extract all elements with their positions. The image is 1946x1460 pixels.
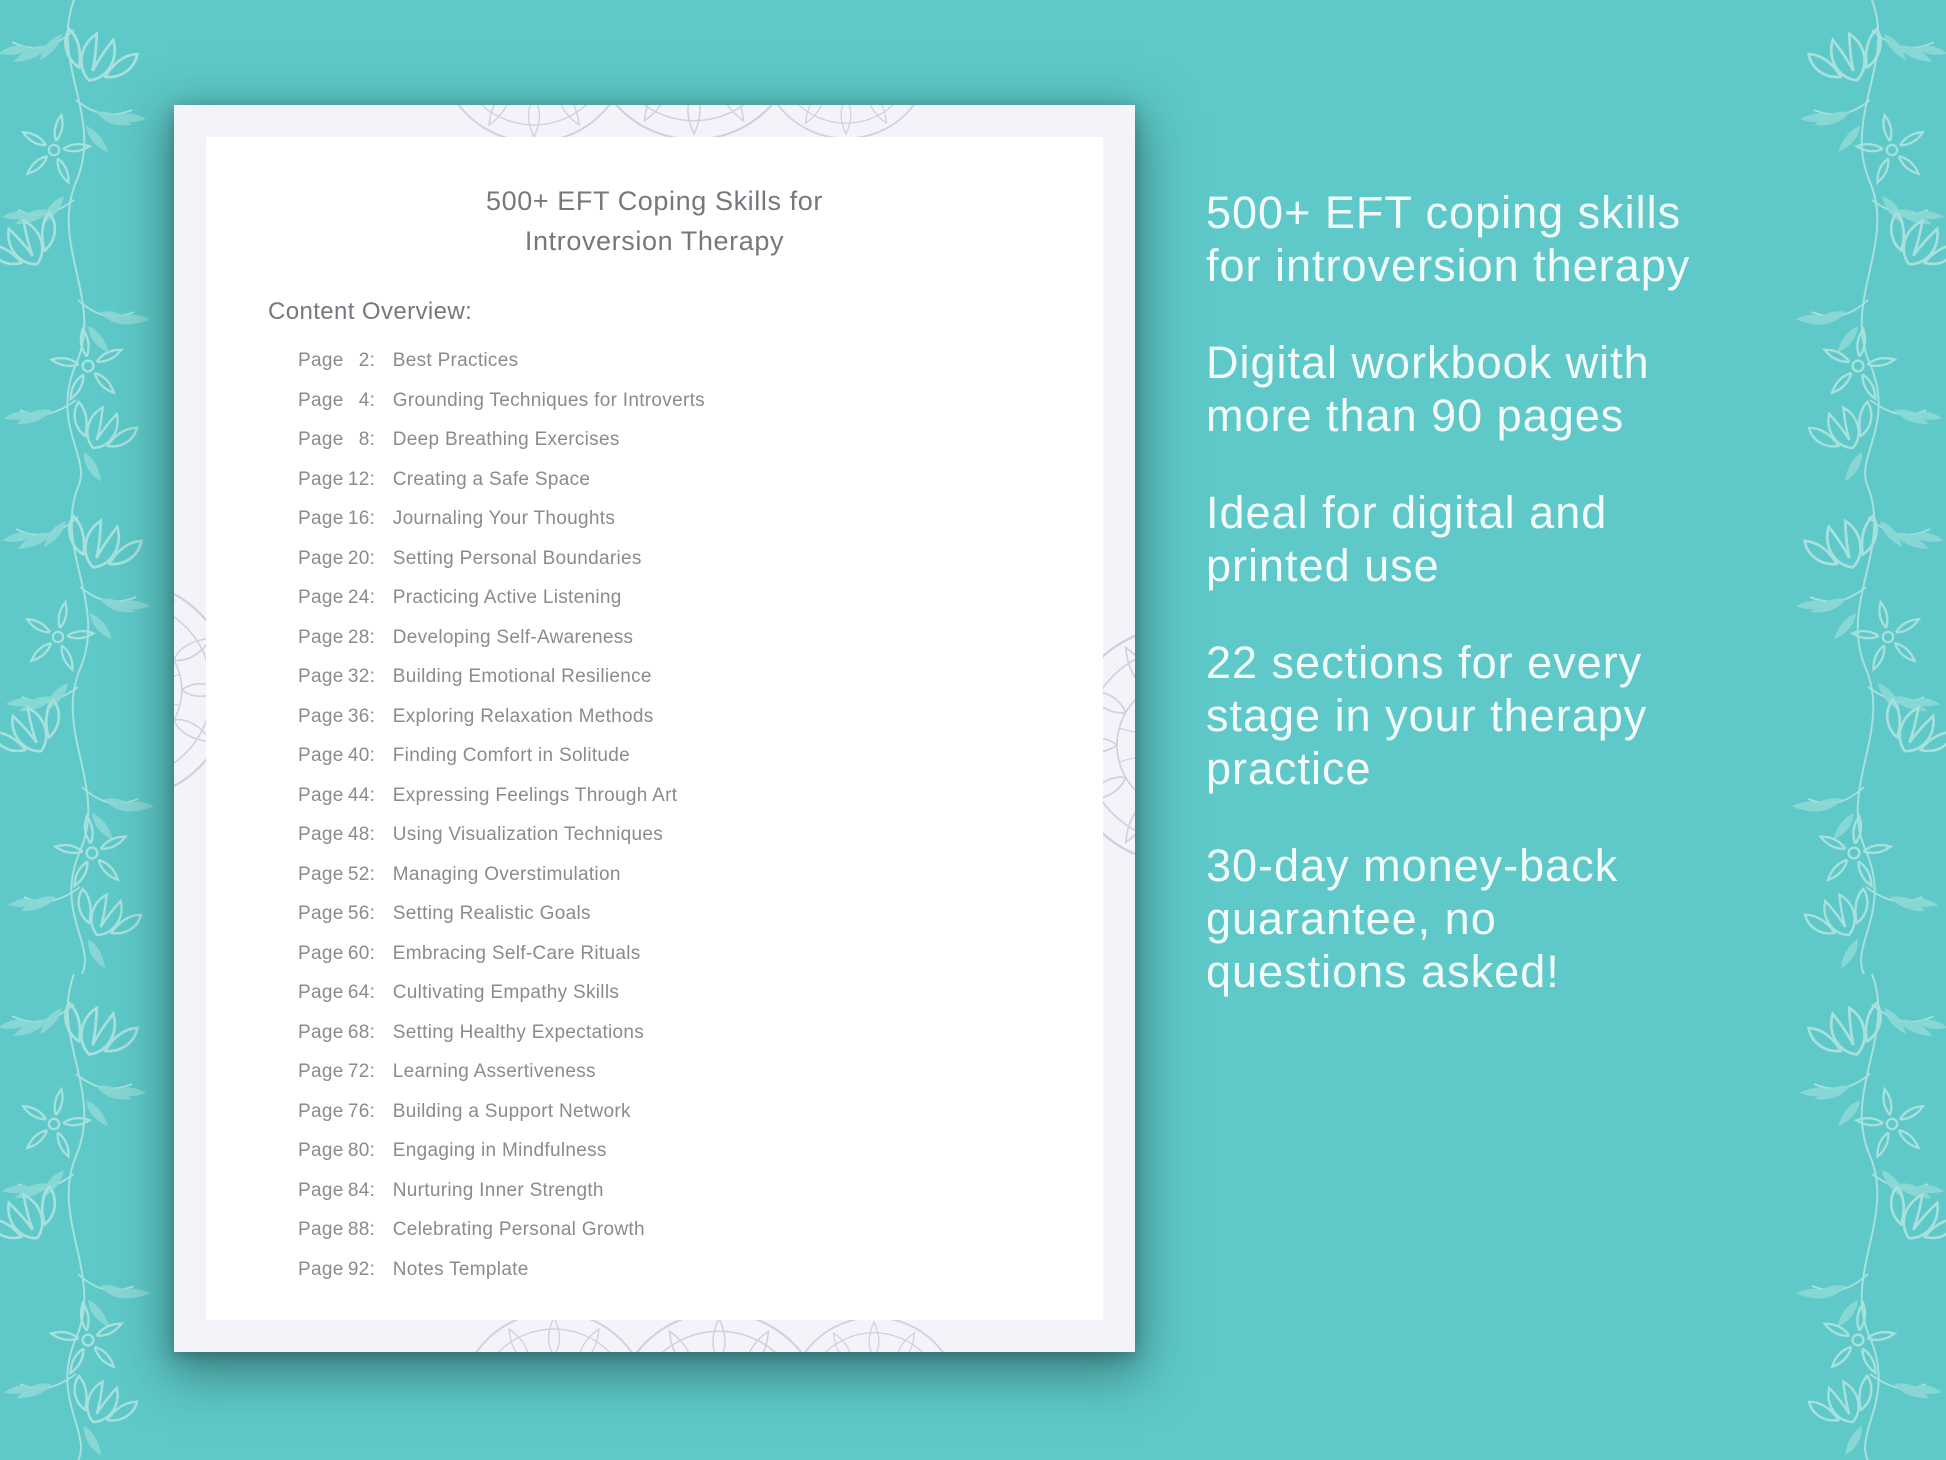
- page-word: Page: [298, 468, 344, 490]
- page-number: 24: [347, 587, 370, 608]
- page-separator: :: [369, 1140, 376, 1161]
- list-item: [298, 1013, 1103, 1053]
- page-number: 20: [347, 547, 370, 569]
- page-title: Practicing Active Listening: [392, 587, 622, 608]
- page-label: [298, 548, 375, 569]
- page-title: Notes Template: [392, 1258, 529, 1280]
- page-title: Best Practices: [392, 350, 519, 371]
- page-title: Exploring Relaxation Methods: [392, 705, 654, 727]
- page-number: 84: [347, 1179, 370, 1201]
- page-label: [298, 706, 375, 727]
- page-word: Page: [298, 863, 344, 885]
- list-item: [298, 460, 1103, 500]
- list-item: [298, 973, 1103, 1013]
- page-word: Page: [298, 942, 344, 964]
- page-word: Page: [298, 1179, 344, 1201]
- page-separator: :: [369, 587, 376, 608]
- benefit-list: [1206, 186, 1826, 1042]
- benefit-line: Ideal for digital and: [1206, 487, 1608, 538]
- page-label: [298, 943, 375, 964]
- page-separator: :: [369, 745, 376, 766]
- page-word: Page: [298, 1061, 344, 1082]
- page-label: [298, 864, 375, 885]
- page-separator: :: [369, 784, 376, 806]
- page-number: 56: [347, 903, 370, 924]
- list-item: [298, 1092, 1103, 1132]
- list-item: [298, 618, 1103, 658]
- page-word: Page: [298, 1021, 344, 1043]
- page-word: Page: [298, 824, 344, 845]
- page-title: Setting Personal Boundaries: [392, 547, 642, 569]
- page-separator: :: [369, 666, 376, 687]
- page-title: Expressing Feelings Through Art: [392, 784, 678, 806]
- page-word: Page: [298, 1140, 344, 1161]
- page-separator: :: [369, 547, 376, 569]
- page-number: 8: [358, 429, 370, 450]
- page-number: 40: [347, 745, 370, 766]
- benefit-item: [1206, 186, 1826, 292]
- page-word: Page: [298, 626, 344, 648]
- page-word: Page: [298, 587, 344, 608]
- page-title: Setting Realistic Goals: [392, 903, 591, 924]
- page-separator: :: [369, 429, 376, 450]
- workbook-card: [174, 105, 1135, 1352]
- page-title: Building a Support Network: [392, 1100, 631, 1122]
- page-number: 80: [347, 1140, 370, 1161]
- page-number: 92: [347, 1258, 370, 1280]
- document-title: [206, 181, 1103, 261]
- page-label: [298, 982, 375, 1003]
- benefit-line: printed use: [1206, 540, 1440, 591]
- benefit-item: [1206, 636, 1826, 795]
- page-word: Page: [298, 1100, 344, 1122]
- page-number: 72: [347, 1061, 370, 1082]
- benefit-line: guarantee, no: [1206, 893, 1497, 944]
- page-label: [298, 508, 375, 529]
- page-title: Journaling Your Thoughts: [392, 508, 616, 529]
- page-number: 48: [347, 824, 370, 845]
- list-item: [298, 776, 1103, 816]
- page-label: [298, 1259, 375, 1280]
- page-number: 4: [358, 389, 370, 411]
- page-number: 12: [347, 468, 370, 490]
- page-title: Celebrating Personal Growth: [392, 1219, 645, 1240]
- benefit-line: for introversion therapy: [1206, 240, 1691, 291]
- page-word: Page: [298, 429, 344, 450]
- floral-vine-left: [0, 0, 162, 1460]
- page-word: Page: [298, 350, 344, 371]
- content-overview-label: Content Overview:: [268, 298, 473, 325]
- page-title: Cultivating Empathy Skills: [392, 982, 620, 1003]
- page-word: Page: [298, 982, 344, 1003]
- page-title: Using Visualization Techniques: [392, 824, 664, 845]
- benefit-line: stage in your therapy: [1206, 690, 1648, 741]
- page-word: Page: [298, 784, 344, 806]
- page-label: [298, 469, 375, 490]
- page-word: Page: [298, 666, 344, 687]
- page-separator: :: [369, 982, 376, 1003]
- benefit-line: more than 90 pages: [1206, 390, 1625, 441]
- page-label: [298, 350, 375, 371]
- page-separator: :: [369, 1219, 376, 1240]
- list-item: [298, 815, 1103, 855]
- page-title: Finding Comfort in Solitude: [392, 745, 631, 766]
- list-item: [298, 499, 1103, 539]
- document-title-line2: Introversion Therapy: [524, 226, 785, 256]
- list-item: [298, 657, 1103, 697]
- benefit-item: [1206, 336, 1826, 442]
- page-title: Nurturing Inner Strength: [392, 1179, 604, 1201]
- page-word: Page: [298, 745, 344, 766]
- benefit-item: [1206, 839, 1826, 998]
- page-title: Setting Healthy Expectations: [392, 1021, 645, 1043]
- page-number: 68: [347, 1021, 370, 1043]
- page-number: 88: [347, 1219, 370, 1240]
- list-item: [298, 420, 1103, 460]
- page-word: Page: [298, 389, 344, 411]
- list-item: [298, 341, 1103, 381]
- page-title: Creating a Safe Space: [392, 468, 591, 490]
- page-separator: :: [369, 903, 376, 924]
- benefit-item: [1206, 486, 1826, 592]
- list-item: [298, 934, 1103, 974]
- list-item: [298, 1250, 1103, 1290]
- page-label: [298, 390, 375, 411]
- page-label: [298, 1140, 375, 1161]
- page-label: [298, 666, 375, 687]
- page-title: Learning Assertiveness: [392, 1061, 596, 1082]
- page-separator: :: [369, 942, 376, 964]
- page-separator: :: [369, 863, 376, 885]
- page-number: 60: [347, 942, 370, 964]
- page-separator: :: [369, 824, 376, 845]
- page-label: [298, 1219, 375, 1240]
- page-word: Page: [298, 705, 344, 727]
- page-label: [298, 627, 375, 648]
- page-separator: :: [369, 508, 376, 529]
- list-item: [298, 697, 1103, 737]
- page-separator: :: [369, 1021, 376, 1043]
- page-number: 36: [347, 705, 370, 727]
- page-number: 16: [347, 508, 370, 529]
- benefit-line: questions asked!: [1206, 946, 1560, 997]
- content-list: [298, 341, 1103, 1289]
- document-page: [206, 137, 1103, 1320]
- list-item: [298, 381, 1103, 421]
- page-title: Grounding Techniques for Introverts: [392, 389, 705, 411]
- page-title: Managing Overstimulation: [392, 863, 621, 885]
- page-separator: :: [369, 1179, 376, 1201]
- page-separator: :: [369, 626, 376, 648]
- list-item: [298, 894, 1103, 934]
- page-label: [298, 903, 375, 924]
- list-item: [298, 1171, 1103, 1211]
- page-word: Page: [298, 903, 344, 924]
- page-separator: :: [369, 705, 376, 727]
- benefit-line: practice: [1206, 743, 1372, 794]
- benefit-line: 22 sections for every: [1206, 637, 1643, 688]
- page-separator: :: [369, 389, 376, 411]
- page-title: Deep Breathing Exercises: [392, 429, 620, 450]
- page-label: [298, 587, 375, 608]
- page-label: [298, 1101, 375, 1122]
- page-label: [298, 785, 375, 806]
- document-title-line1: 500+ EFT Coping Skills for: [485, 186, 823, 216]
- page-separator: :: [369, 1061, 376, 1082]
- page-separator: :: [369, 1258, 376, 1280]
- page-title: Developing Self-Awareness: [392, 626, 634, 648]
- page-word: Page: [298, 1219, 344, 1240]
- list-item: [298, 855, 1103, 895]
- benefit-line: 500+ EFT coping skills: [1206, 187, 1682, 238]
- page-word: Page: [298, 1258, 344, 1280]
- page-number: 44: [347, 784, 370, 806]
- page-number: 52: [347, 863, 370, 885]
- page-label: [298, 745, 375, 766]
- page-label: [298, 824, 375, 845]
- page-number: 76: [347, 1100, 370, 1122]
- page-label: [298, 1061, 375, 1082]
- page-label: [298, 429, 375, 450]
- page-word: Page: [298, 508, 344, 529]
- list-item: [298, 1052, 1103, 1092]
- page-number: 64: [347, 982, 370, 1003]
- page-title: Engaging in Mindfulness: [392, 1140, 607, 1161]
- page-separator: :: [369, 350, 376, 371]
- page-title: Building Emotional Resilience: [392, 666, 652, 687]
- page-separator: :: [369, 468, 376, 490]
- list-item: [298, 1131, 1103, 1171]
- list-item: [298, 1210, 1103, 1250]
- page-word: Page: [298, 547, 344, 569]
- page-title: Embracing Self-Care Rituals: [392, 942, 641, 964]
- list-item: [298, 539, 1103, 579]
- list-item: [298, 736, 1103, 776]
- benefit-line: Digital workbook with: [1206, 337, 1650, 388]
- page-number: 32: [347, 666, 370, 687]
- page-number: 28: [347, 626, 370, 648]
- list-item: [298, 578, 1103, 618]
- page-label: [298, 1022, 375, 1043]
- benefit-line: 30-day money-back: [1206, 840, 1619, 891]
- page-number: 2: [358, 350, 370, 371]
- page-separator: :: [369, 1100, 376, 1122]
- page-label: [298, 1180, 375, 1201]
